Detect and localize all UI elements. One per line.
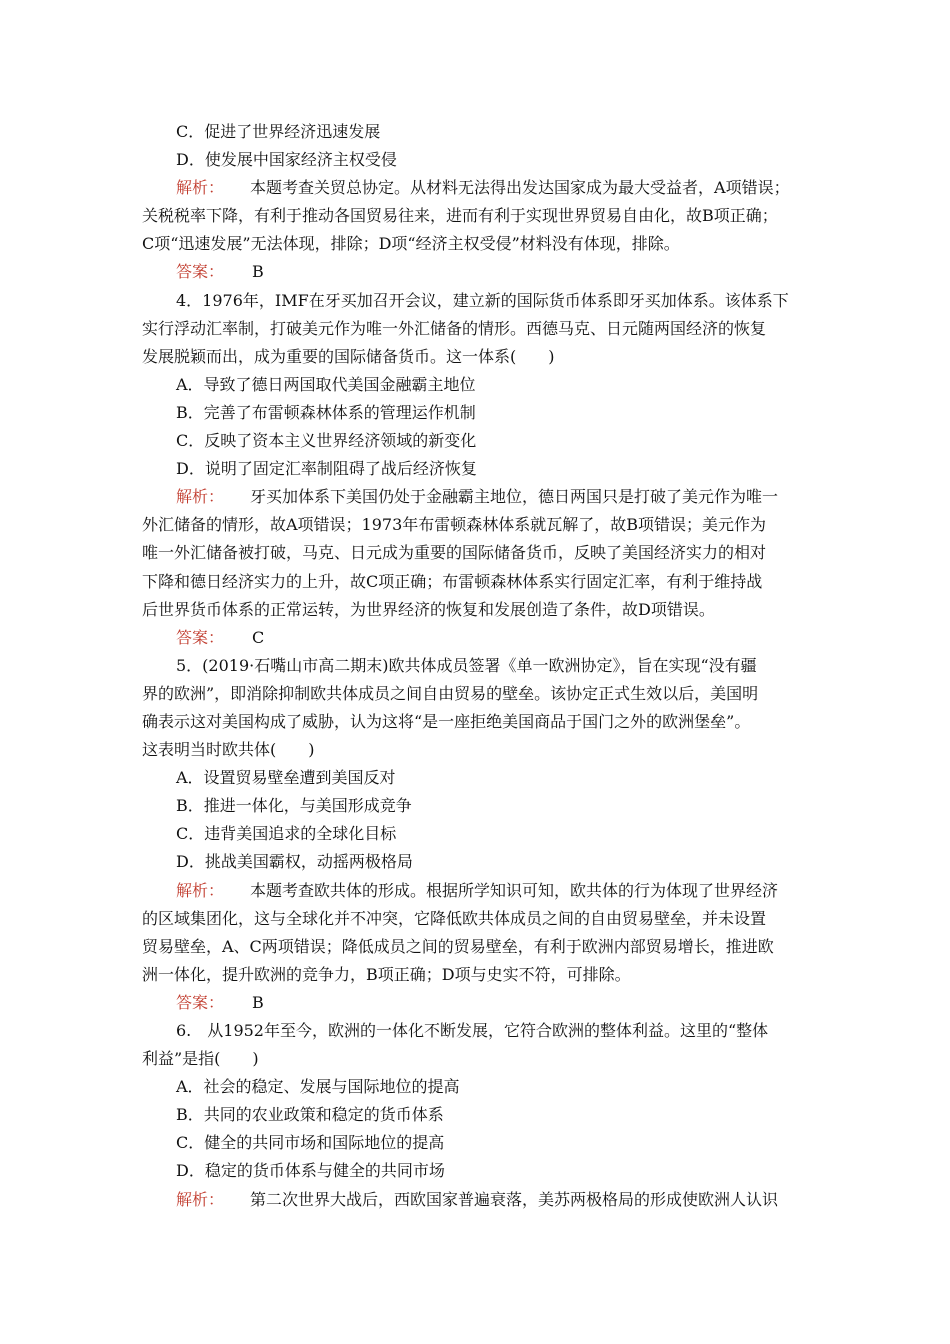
q4-analysis-line-1 xyxy=(142,483,808,511)
q3-answer-value: B xyxy=(252,262,264,282)
q5-stem-line-2: 界的欧洲”，即消除抑制欧共体成员之间自由贸易的壁垒。该协定正式生效以后，美国明 xyxy=(142,683,759,703)
q4-answer-label: 答案： xyxy=(176,627,225,647)
q5-option-b: B．推进一体化，与美国形成竞争 xyxy=(176,796,412,816)
q4-stem-line-1: 4．1976年，IMF在牙买加召开会议，建立新的国际货币体系即牙买加体系。该体系下 xyxy=(176,290,789,310)
q5-option-c: C．违背美国追求的全球化目标 xyxy=(176,824,397,844)
q6-analysis-line-1 xyxy=(142,1186,808,1214)
q5-stem-line-4: 这表明当时欧共体( ) xyxy=(142,740,315,760)
q3-option-d: D．使发展中国家经济主权受侵 xyxy=(176,150,397,170)
q6-analysis-text-1: 第二次世界大战后，西欧国家普遍衰落，美苏两极格局的形成使欧洲人认识 xyxy=(250,1189,779,1209)
q5-stem-line-1: 5．(2019·石嘴山市高二期末)欧共体成员签署《单一欧洲协定》，旨在实现“没有疆 xyxy=(176,655,757,675)
q6-option-d: D．稳定的货币体系与健全的共同市场 xyxy=(176,1161,445,1181)
q3-analysis-line-2: 关税税率下降，有利于推动各国贸易往来，进而有利于实现世界贸易自由化，故B项正确； xyxy=(142,206,778,226)
q3-analysis-line-1 xyxy=(142,174,808,202)
q3-analysis-line-3: C项“迅速发展”无法体现，排除；D项“经济主权受侵”材料没有体现，排除。 xyxy=(142,234,680,254)
q4-answer-value: C xyxy=(252,627,265,647)
q5-answer-value: B xyxy=(252,992,264,1012)
q3-analysis-text-1: 本题考查关贸总协定。从材料无法得出发达国家成为最大受益者，A项错误； xyxy=(250,178,790,198)
q4-option-b: B．完善了布雷顿森林体系的管理运作机制 xyxy=(176,402,476,422)
q4-analysis-label: 解析： xyxy=(176,487,225,507)
q4-stem-line-2: 实行浮动汇率制，打破美元作为唯一外汇储备的情形。西德马克、日元随两国经济的恢复 xyxy=(142,318,767,338)
q5-analysis-line-2: 的区域集团化，这与全球化并不冲突，它降低欧共体成员之间的自由贸易壁垒，并未设置 xyxy=(142,908,767,928)
q4-option-a: A．导致了德日两国取代美国金融霸主地位 xyxy=(176,374,476,394)
q6-stem-line-1: 6. 从1952年至今，欧洲的一体化不断发展，它符合欧洲的整体利益。这里的“整体 xyxy=(176,1021,769,1040)
q4-option-d: D．说明了固定汇率制阻碍了战后经济恢复 xyxy=(176,459,477,479)
q4-option-c: C．反映了资本主义世界经济领域的新变化 xyxy=(176,431,477,451)
q4-answer-line xyxy=(142,624,808,652)
q5-stem-line-3: 确表示这对美国构成了威胁，认为这将“是一座拒绝美国商品于国门之外的欧洲堡垒”。 xyxy=(142,711,751,731)
q4-analysis-line-3: 唯一外汇储备被打破，马克、日元成为重要的国际储备货币，反映了美国经济实力的相对 xyxy=(142,543,767,563)
q5-answer-label: 答案： xyxy=(176,992,225,1012)
q6-analysis-label: 解析： xyxy=(176,1189,225,1209)
q4-analysis-line-4: 下降和德日经济实力的上升，故C项正确；布雷顿森林体系实行固定汇率，有利于维持战 xyxy=(142,571,763,591)
q4-analysis-text-1: 牙买加体系下美国仍处于金融霸主地位，德日两国只是打破了美元作为唯一 xyxy=(250,487,779,507)
q5-answer-line xyxy=(142,989,808,1017)
q5-analysis-line-3: 贸易壁垒，A、C两项错误；降低成员之间的贸易壁垒，有利于欧洲内部贸易增长，推进欧 xyxy=(142,936,774,956)
q3-analysis-label: 解析： xyxy=(176,178,225,198)
q5-analysis-text-1: 本题考查欧共体的形成。根据所学知识可知，欧共体的行为体现了世界经济 xyxy=(250,880,779,900)
q5-option-d: D．挑战美国霸权，动摇两极格局 xyxy=(176,852,413,872)
q5-analysis-label: 解析： xyxy=(176,880,225,900)
q5-analysis-line-4: 洲一体化，提升欧洲的竞争力，B项正确；D项与史实不符，可排除。 xyxy=(142,964,631,984)
q4-analysis-line-5: 后世界货币体系的正常运转，为世界经济的恢复和发展创造了条件，故D项错误。 xyxy=(142,599,715,619)
q3-answer-label: 答案： xyxy=(176,262,225,282)
q4-stem-line-3: 发展脱颖而出，成为重要的国际储备货币。这一体系( ) xyxy=(142,346,555,366)
q6-stem-line-2: 利益”是指( ) xyxy=(142,1049,259,1069)
q6-option-c: C．健全的共同市场和国际地位的提高 xyxy=(176,1133,445,1153)
q6-option-a: A．社会的稳定、发展与国际地位的提高 xyxy=(176,1077,460,1097)
q4-analysis-line-2: 外汇储备的情形，故A项错误；1973年布雷顿森林体系就瓦解了，故B项错误；美元作为 xyxy=(142,515,767,535)
q3-answer-line xyxy=(142,258,808,286)
document-page xyxy=(142,118,808,1214)
q3-option-c: C．促进了世界经济迅速发展 xyxy=(176,122,381,141)
q5-option-a: A．设置贸易壁垒遭到美国反对 xyxy=(176,768,396,788)
q6-option-b: B．共同的农业政策和稳定的货币体系 xyxy=(176,1105,444,1125)
q5-analysis-line-1 xyxy=(142,877,808,905)
